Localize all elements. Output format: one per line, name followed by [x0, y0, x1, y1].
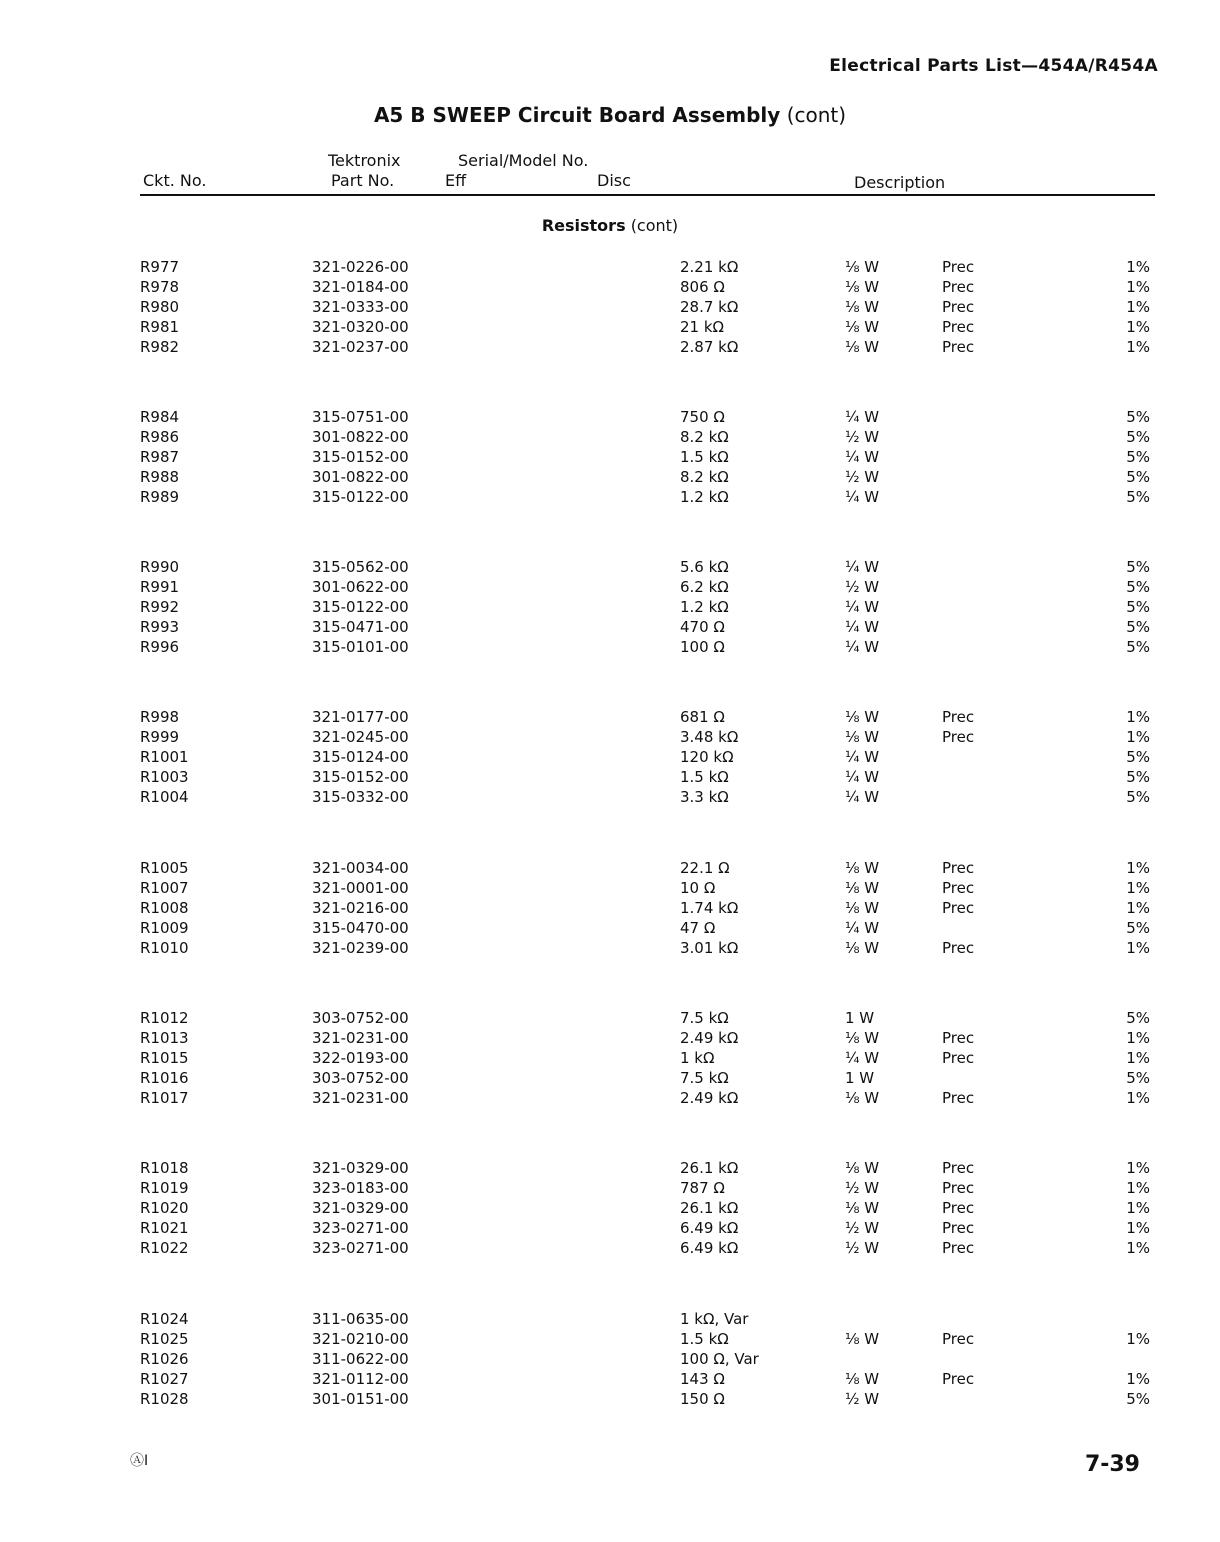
tolerance: 1%	[1126, 939, 1150, 957]
table-row	[0, 1239, 1220, 1259]
ckt-no: R1020	[140, 1199, 189, 1217]
value: 6.49 kΩ	[680, 1239, 739, 1257]
tolerance: 1%	[1126, 1239, 1150, 1257]
ckt-no: R1004	[140, 788, 189, 806]
tolerance: 1%	[1126, 1159, 1150, 1177]
parts-group	[0, 1159, 1220, 1259]
precision: Prec	[942, 1029, 975, 1047]
precision: Prec	[942, 338, 975, 356]
part-no: 321-0226-00	[312, 258, 409, 276]
tolerance: 1%	[1126, 1179, 1150, 1197]
part-no: 321-0231-00	[312, 1029, 409, 1047]
ckt-no: R980	[140, 298, 180, 316]
tolerance: 1%	[1126, 1330, 1150, 1348]
value: 100 Ω, Var	[680, 1350, 759, 1368]
value: 7.5 kΩ	[680, 1009, 729, 1027]
value: 681 Ω	[680, 708, 725, 726]
tolerance: 5%	[1126, 598, 1150, 616]
wattage: ½ W	[845, 468, 880, 486]
ckt-no: R989	[140, 488, 180, 506]
part-no: 315-0122-00	[312, 488, 409, 506]
table-row	[0, 578, 1220, 598]
table-row	[0, 1219, 1220, 1239]
precision: Prec	[942, 318, 975, 336]
col-eff: Eff	[445, 171, 467, 190]
ckt-no: R991	[140, 578, 180, 596]
parts-group	[0, 258, 1220, 358]
tolerance: 1%	[1126, 879, 1150, 897]
parts-group	[0, 408, 1220, 508]
part-no: 301-0822-00	[312, 428, 409, 446]
precision: Prec	[942, 939, 975, 957]
table-row	[0, 468, 1220, 488]
wattage: ½ W	[845, 1179, 880, 1197]
ckt-no: R1009	[140, 919, 189, 937]
part-no: 321-0329-00	[312, 1199, 409, 1217]
part-no: 322-0193-00	[312, 1049, 409, 1067]
tolerance: 5%	[1126, 468, 1150, 486]
ckt-no: R1019	[140, 1179, 189, 1197]
value: 21 kΩ	[680, 318, 725, 336]
part-no: 321-0231-00	[312, 1089, 409, 1107]
wattage: ¼ W	[845, 748, 880, 766]
ckt-no: R1013	[140, 1029, 189, 1047]
wattage: ½ W	[845, 428, 880, 446]
wattage: ½ W	[845, 1219, 880, 1237]
tolerance: 5%	[1126, 1009, 1150, 1027]
tolerance: 5%	[1126, 448, 1150, 466]
value: 470 Ω	[680, 618, 725, 636]
wattage: ⅛ W	[845, 939, 880, 957]
ckt-no: R986	[140, 428, 180, 446]
page-title-suffix: (cont)	[786, 103, 847, 127]
ckt-no: R982	[140, 338, 180, 356]
wattage: ¼ W	[845, 558, 880, 576]
table-row	[0, 258, 1220, 278]
tolerance: 5%	[1126, 1390, 1150, 1408]
header-rule	[140, 194, 1155, 196]
tolerance: 5%	[1126, 618, 1150, 636]
table-row	[0, 1089, 1220, 1109]
part-no: 315-0471-00	[312, 618, 409, 636]
table-row	[0, 488, 1220, 508]
page-number: 7-39	[1084, 1452, 1140, 1477]
ckt-no: R1022	[140, 1239, 189, 1257]
table-row	[0, 408, 1220, 428]
part-no: 315-0562-00	[312, 558, 409, 576]
tolerance: 1%	[1126, 338, 1150, 356]
ckt-no: R1027	[140, 1370, 189, 1388]
wattage: ⅛ W	[845, 1330, 880, 1348]
ckt-no: R1003	[140, 768, 189, 786]
value: 8.2 kΩ	[680, 468, 729, 486]
part-no: 311-0635-00	[312, 1310, 409, 1328]
value: 120 kΩ	[680, 748, 734, 766]
col-tektronix: Tektronix	[328, 151, 401, 170]
table-row	[0, 558, 1220, 578]
ckt-no: R990	[140, 558, 180, 576]
table-row	[0, 318, 1220, 338]
wattage: ⅛ W	[845, 1199, 880, 1217]
table-row	[0, 1350, 1220, 1370]
part-no: 321-0001-00	[312, 879, 409, 897]
wattage: ¼ W	[845, 1049, 880, 1067]
precision: Prec	[942, 1239, 975, 1257]
wattage: ¼ W	[845, 788, 880, 806]
ckt-no: R1017	[140, 1089, 189, 1107]
wattage: ⅛ W	[845, 708, 880, 726]
ckt-no: R1010	[140, 939, 189, 957]
value: 1.5 kΩ	[680, 1330, 729, 1348]
tolerance: 5%	[1126, 488, 1150, 506]
wattage: ⅛ W	[845, 258, 880, 276]
part-no: 315-0751-00	[312, 408, 409, 426]
wattage: ¼ W	[845, 919, 880, 937]
wattage: ¼ W	[845, 488, 880, 506]
tolerance: 1%	[1126, 258, 1150, 276]
table-row	[0, 448, 1220, 468]
ckt-no: R1021	[140, 1219, 189, 1237]
parts-group	[0, 1009, 1220, 1109]
wattage: ⅛ W	[845, 1089, 880, 1107]
tolerance: 1%	[1126, 1089, 1150, 1107]
parts-group	[0, 558, 1220, 658]
table-row	[0, 748, 1220, 768]
wattage: ¼ W	[845, 448, 880, 466]
part-no: 321-0237-00	[312, 338, 409, 356]
value: 2.21 kΩ	[680, 258, 739, 276]
part-no: 301-0622-00	[312, 578, 409, 596]
page-title-main: A5 B SWEEP Circuit Board Assembly	[373, 103, 781, 127]
value: 28.7 kΩ	[680, 298, 739, 316]
part-no: 311-0622-00	[312, 1350, 409, 1368]
ckt-no: R977	[140, 258, 180, 276]
value: 6.2 kΩ	[680, 578, 729, 596]
col-part-no: Part No.	[331, 171, 395, 190]
wattage: ⅛ W	[845, 1029, 880, 1047]
table-row	[0, 1159, 1220, 1179]
col-disc: Disc	[597, 171, 631, 190]
part-no: 321-0034-00	[312, 859, 409, 877]
ckt-no: R1026	[140, 1350, 189, 1368]
section-title	[0, 216, 1220, 235]
precision: Prec	[942, 298, 975, 316]
revision-mark: ⒶⅠ	[130, 1453, 149, 1469]
running-header: Electrical Parts List—454A/R454A	[829, 56, 1158, 76]
wattage: ¼ W	[845, 598, 880, 616]
wattage: ⅛ W	[845, 859, 880, 877]
precision: Prec	[942, 899, 975, 917]
precision: Prec	[942, 859, 975, 877]
value: 3.3 kΩ	[680, 788, 729, 806]
table-row	[0, 879, 1220, 899]
wattage: ⅛ W	[845, 728, 880, 746]
part-no: 321-0177-00	[312, 708, 409, 726]
col-ckt-no: Ckt. No.	[143, 171, 207, 190]
precision: Prec	[942, 1159, 975, 1177]
part-no: 323-0271-00	[312, 1219, 409, 1237]
ckt-no: R1012	[140, 1009, 189, 1027]
value: 750 Ω	[680, 408, 725, 426]
value: 8.2 kΩ	[680, 428, 729, 446]
ckt-no: R988	[140, 468, 180, 486]
wattage: ¼ W	[845, 618, 880, 636]
value: 26.1 kΩ	[680, 1199, 739, 1217]
part-no: 321-0216-00	[312, 899, 409, 917]
value: 7.5 kΩ	[680, 1069, 729, 1087]
table-row	[0, 768, 1220, 788]
value: 2.87 kΩ	[680, 338, 739, 356]
table-row	[0, 859, 1220, 879]
table-row	[0, 428, 1220, 448]
ckt-no: R1001	[140, 748, 189, 766]
table-row	[0, 1049, 1220, 1069]
tolerance: 5%	[1126, 578, 1150, 596]
tolerance: 1%	[1126, 899, 1150, 917]
wattage: ¼ W	[845, 408, 880, 426]
tolerance: 1%	[1126, 859, 1150, 877]
part-no: 321-0245-00	[312, 728, 409, 746]
wattage: ⅛ W	[845, 318, 880, 336]
part-no: 321-0210-00	[312, 1330, 409, 1348]
value: 3.01 kΩ	[680, 939, 739, 957]
precision: Prec	[942, 1219, 975, 1237]
value: 26.1 kΩ	[680, 1159, 739, 1177]
wattage: ⅛ W	[845, 338, 880, 356]
table-row	[0, 1370, 1220, 1390]
wattage: ½ W	[845, 578, 880, 596]
ckt-no: R978	[140, 278, 180, 296]
precision: Prec	[942, 1370, 975, 1388]
page-title	[0, 103, 1220, 127]
part-no: 303-0752-00	[312, 1009, 409, 1027]
ckt-no: R1008	[140, 899, 189, 917]
part-no: 321-0329-00	[312, 1159, 409, 1177]
table-row	[0, 1199, 1220, 1219]
ckt-no: R1024	[140, 1310, 189, 1328]
value: 6.49 kΩ	[680, 1219, 739, 1237]
value: 1.2 kΩ	[680, 488, 729, 506]
tolerance: 5%	[1126, 408, 1150, 426]
value: 10 Ω	[680, 879, 716, 897]
table-row	[0, 1179, 1220, 1199]
value: 1.5 kΩ	[680, 448, 729, 466]
ckt-no: R998	[140, 708, 180, 726]
part-no: 321-0320-00	[312, 318, 409, 336]
wattage: ⅛ W	[845, 1159, 880, 1177]
precision: Prec	[942, 1049, 975, 1067]
table-row	[0, 598, 1220, 618]
table-row	[0, 899, 1220, 919]
wattage: ¼ W	[845, 638, 880, 656]
section-title-main: Resistors	[541, 216, 626, 235]
value: 150 Ω	[680, 1390, 725, 1408]
tolerance: 1%	[1126, 1029, 1150, 1047]
tolerance: 1%	[1126, 728, 1150, 746]
value: 47 Ω	[680, 919, 716, 937]
part-no: 315-0122-00	[312, 598, 409, 616]
tolerance: 1%	[1126, 298, 1150, 316]
tolerance: 1%	[1126, 278, 1150, 296]
table-row	[0, 788, 1220, 808]
wattage: ⅛ W	[845, 899, 880, 917]
table-row	[0, 278, 1220, 298]
part-no: 303-0752-00	[312, 1069, 409, 1087]
value: 806 Ω	[680, 278, 725, 296]
tolerance: 5%	[1126, 788, 1150, 806]
precision: Prec	[942, 708, 975, 726]
tolerance: 1%	[1126, 318, 1150, 336]
part-no: 315-0152-00	[312, 448, 409, 466]
value: 787 Ω	[680, 1179, 725, 1197]
table-row	[0, 728, 1220, 748]
ckt-no: R1005	[140, 859, 189, 877]
value: 143 Ω	[680, 1370, 725, 1388]
value: 5.6 kΩ	[680, 558, 729, 576]
ckt-no: R1015	[140, 1049, 189, 1067]
table-row	[0, 1029, 1220, 1049]
table-row	[0, 708, 1220, 728]
ckt-no: R1028	[140, 1390, 189, 1408]
col-serial-model: Serial/Model No.	[458, 151, 589, 170]
table-row	[0, 1310, 1220, 1330]
table-row	[0, 1009, 1220, 1029]
precision: Prec	[942, 1089, 975, 1107]
tolerance: 1%	[1126, 1199, 1150, 1217]
value: 2.49 kΩ	[680, 1089, 739, 1107]
part-no: 315-0152-00	[312, 768, 409, 786]
ckt-no: R996	[140, 638, 180, 656]
wattage: ⅛ W	[845, 1370, 880, 1388]
ckt-no: R1018	[140, 1159, 189, 1177]
ckt-no: R987	[140, 448, 180, 466]
table-row	[0, 298, 1220, 318]
value: 1.2 kΩ	[680, 598, 729, 616]
ckt-no: R1025	[140, 1330, 189, 1348]
table-row	[0, 1390, 1220, 1410]
precision: Prec	[942, 258, 975, 276]
wattage: 1 W	[845, 1069, 875, 1087]
tolerance: 5%	[1126, 768, 1150, 786]
ckt-no: R984	[140, 408, 180, 426]
value: 100 Ω	[680, 638, 725, 656]
tolerance: 5%	[1126, 748, 1150, 766]
value: 22.1 Ω	[680, 859, 730, 877]
part-no: 301-0822-00	[312, 468, 409, 486]
value: 3.48 kΩ	[680, 728, 739, 746]
precision: Prec	[942, 1199, 975, 1217]
precision: Prec	[942, 728, 975, 746]
ckt-no: R993	[140, 618, 180, 636]
table-row	[0, 618, 1220, 638]
section-title-suffix: (cont)	[630, 216, 679, 235]
part-no: 315-0470-00	[312, 919, 409, 937]
precision: Prec	[942, 278, 975, 296]
table-row	[0, 338, 1220, 358]
part-no: 301-0151-00	[312, 1390, 409, 1408]
part-no: 323-0183-00	[312, 1179, 409, 1197]
tolerance: 5%	[1126, 638, 1150, 656]
value: 1.5 kΩ	[680, 768, 729, 786]
ckt-no: R981	[140, 318, 180, 336]
value: 1.74 kΩ	[680, 899, 739, 917]
tolerance: 5%	[1126, 1069, 1150, 1087]
part-no: 315-0332-00	[312, 788, 409, 806]
value: 1 kΩ, Var	[680, 1310, 749, 1328]
wattage: ½ W	[845, 1390, 880, 1408]
tolerance: 1%	[1126, 1370, 1150, 1388]
wattage: ⅛ W	[845, 298, 880, 316]
wattage: ¼ W	[845, 768, 880, 786]
col-description: Description	[854, 173, 946, 192]
part-no: 315-0124-00	[312, 748, 409, 766]
table-row	[0, 1330, 1220, 1350]
parts-group	[0, 859, 1220, 959]
table-row	[0, 919, 1220, 939]
part-no: 321-0112-00	[312, 1370, 409, 1388]
precision: Prec	[942, 1330, 975, 1348]
tolerance: 5%	[1126, 428, 1150, 446]
part-no: 315-0101-00	[312, 638, 409, 656]
wattage: ⅛ W	[845, 879, 880, 897]
precision: Prec	[942, 1179, 975, 1197]
tolerance: 1%	[1126, 1219, 1150, 1237]
ckt-no: R1007	[140, 879, 189, 897]
ckt-no: R1016	[140, 1069, 189, 1087]
part-no: 321-0184-00	[312, 278, 409, 296]
ckt-no: R999	[140, 728, 180, 746]
wattage: ⅛ W	[845, 278, 880, 296]
table-row	[0, 939, 1220, 959]
table-row	[0, 1069, 1220, 1089]
parts-group	[0, 1310, 1220, 1410]
value: 2.49 kΩ	[680, 1029, 739, 1047]
value: 1 kΩ	[680, 1049, 715, 1067]
part-no: 321-0239-00	[312, 939, 409, 957]
wattage: ½ W	[845, 1239, 880, 1257]
tolerance: 1%	[1126, 708, 1150, 726]
tolerance: 5%	[1126, 919, 1150, 937]
wattage: 1 W	[845, 1009, 875, 1027]
table-row	[0, 638, 1220, 658]
part-no: 321-0333-00	[312, 298, 409, 316]
part-no: 323-0271-00	[312, 1239, 409, 1257]
precision: Prec	[942, 879, 975, 897]
tolerance: 1%	[1126, 1049, 1150, 1067]
parts-group	[0, 708, 1220, 808]
tolerance: 5%	[1126, 558, 1150, 576]
ckt-no: R992	[140, 598, 180, 616]
